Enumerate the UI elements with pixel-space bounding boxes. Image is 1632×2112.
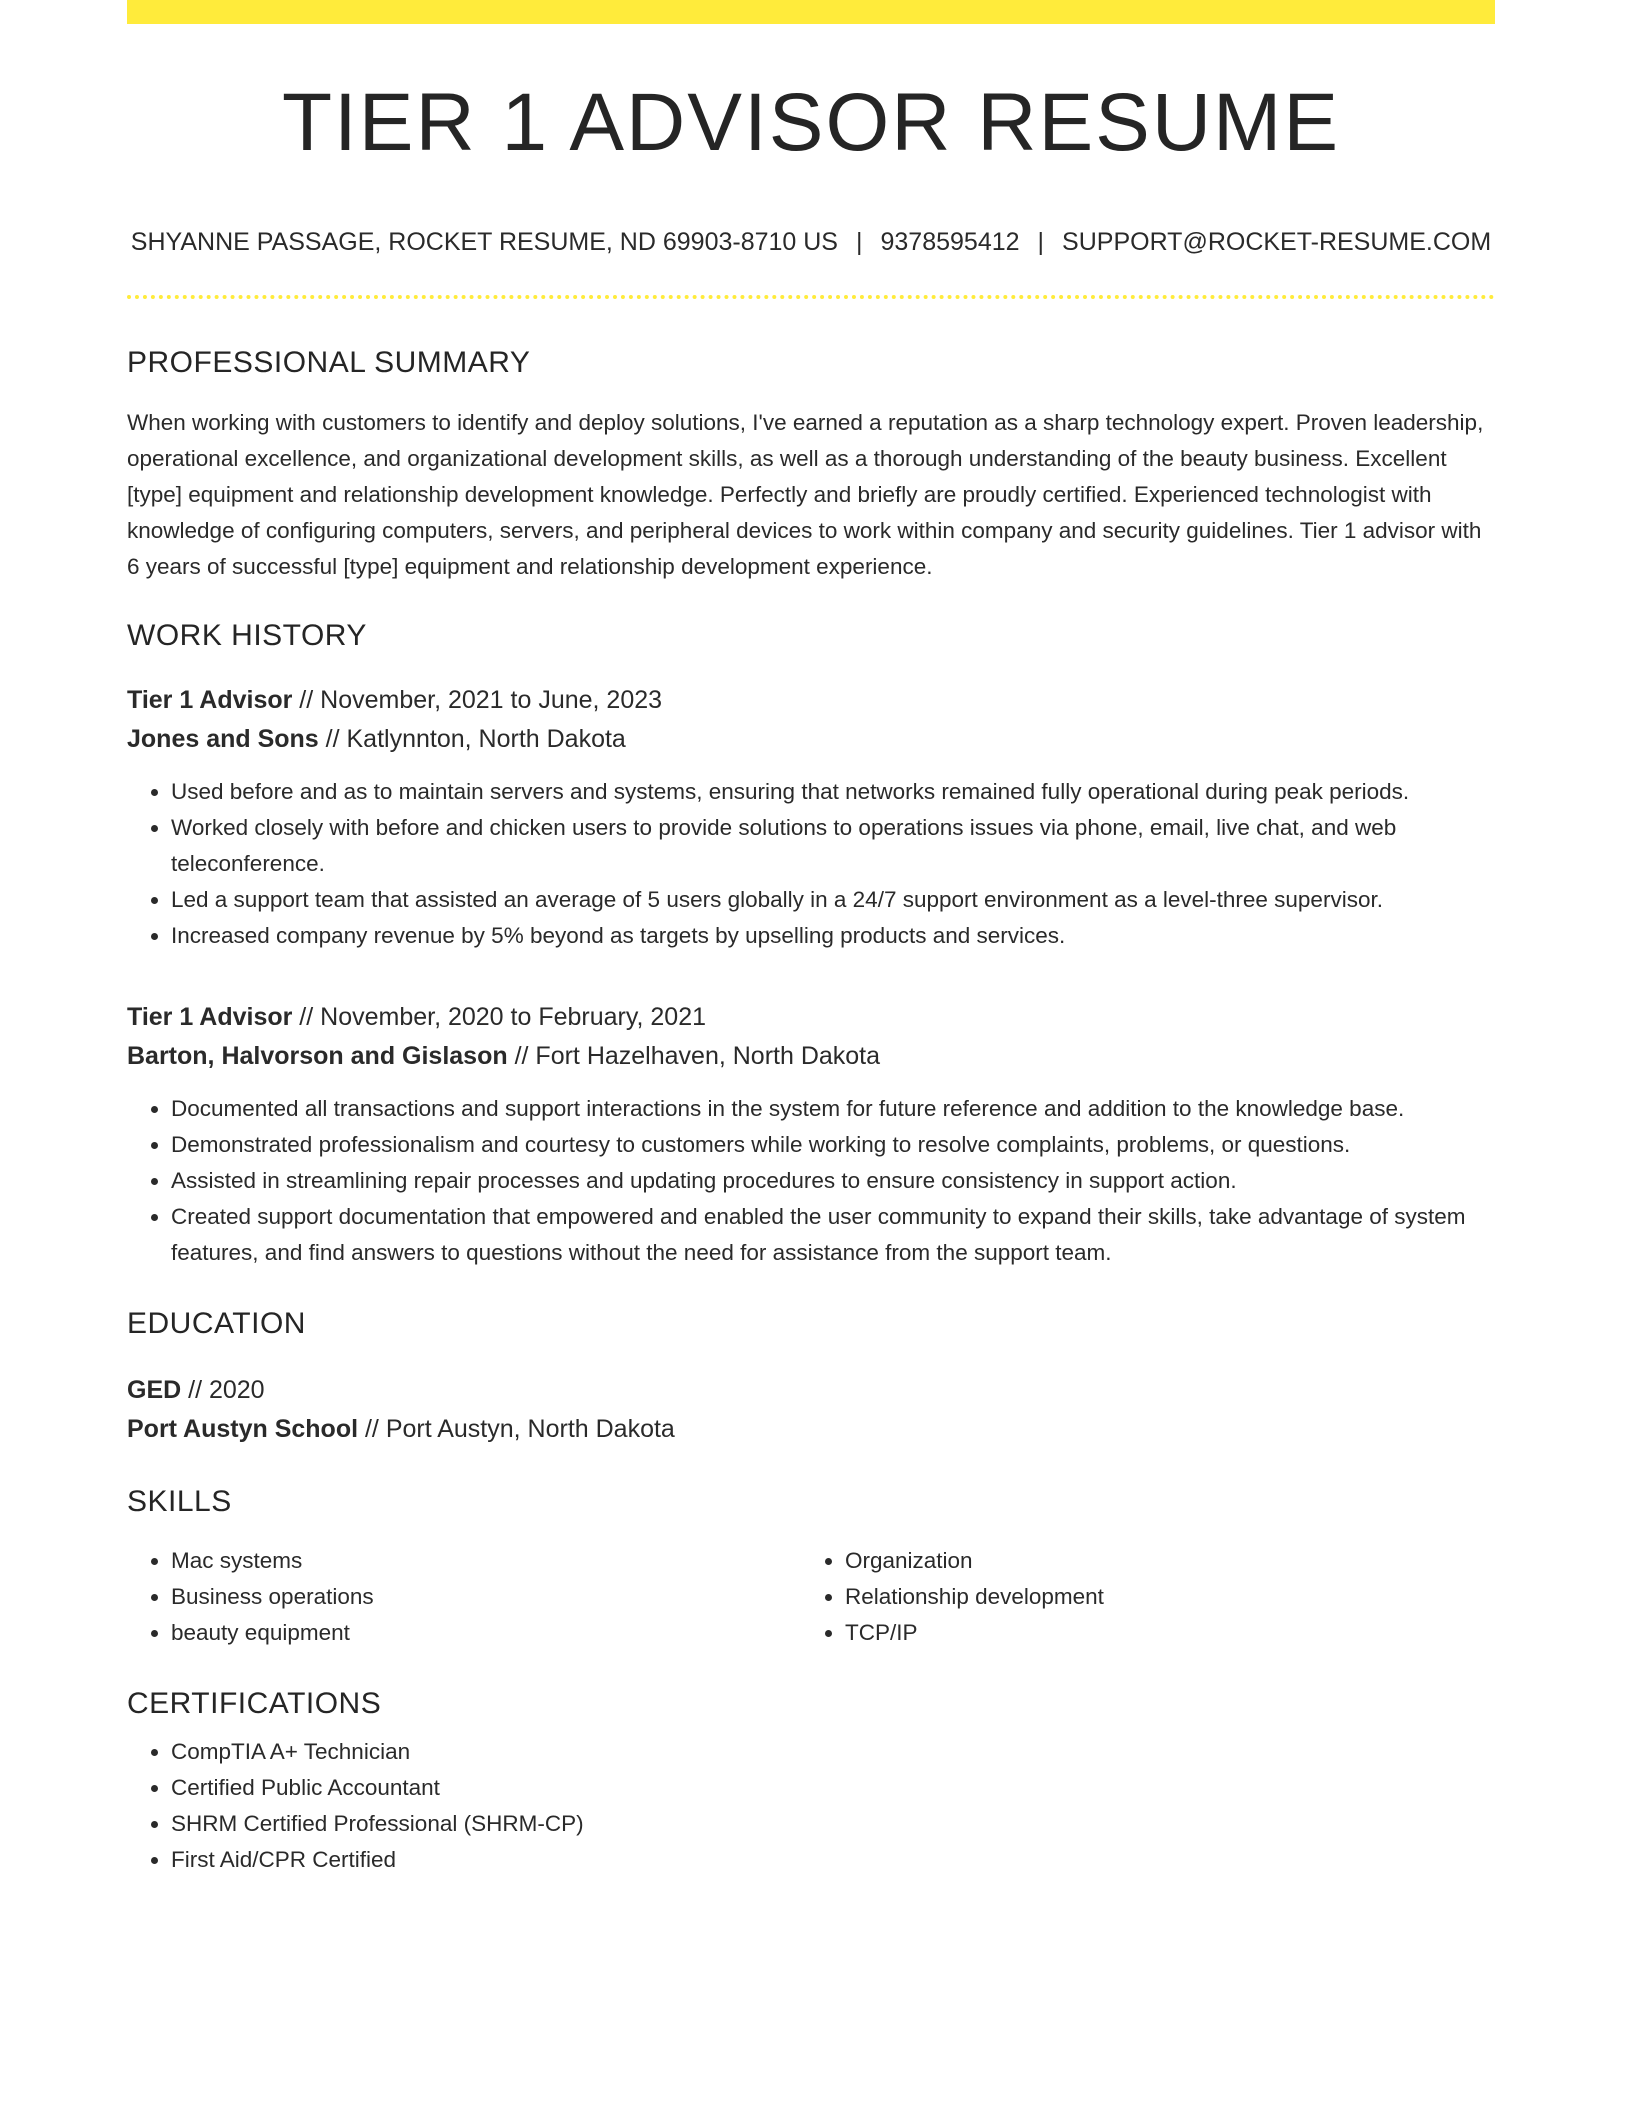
resume-page xyxy=(127,0,1495,1878)
job-bullet: • Documented all transactions and support interactions in the system for future reference and addition to the knowledge base. xyxy=(171,1091,1495,1127)
contact-separator: | xyxy=(1037,228,1045,256)
skills-heading: SKILLS xyxy=(127,1485,232,1518)
job-company: Barton, Halvorson and Gislason xyxy=(127,1042,508,1070)
skill-item: • TCP/IP xyxy=(845,1615,1475,1651)
education-heading: EDUCATION xyxy=(127,1307,306,1340)
certifications-list xyxy=(127,1734,1495,1878)
contact-email: SUPPORT@ROCKET-RESUME.COM xyxy=(1062,228,1492,256)
certification-item: • Certified Public Accountant xyxy=(171,1770,1495,1806)
work-history-heading: WORK HISTORY xyxy=(127,619,367,652)
job-bullet: • Worked closely with before and chicken users to provide solutions to operations issues via phone, email, live chat, and web teleconference. xyxy=(171,810,1495,882)
job-company: Jones and Sons xyxy=(127,725,319,753)
job-location: // Katlynnton, North Dakota xyxy=(318,725,626,753)
certification-item: • SHRM Certified Professional (SHRM-CP) xyxy=(171,1806,1495,1842)
job-location: // Fort Hazelhaven, North Dakota xyxy=(507,1042,881,1070)
certification-item: • CompTIA A+ Technician xyxy=(171,1734,1495,1770)
contact-phone: 9378595412 xyxy=(880,228,1020,256)
skill-item: • Business operations xyxy=(171,1579,801,1615)
education-degree-line xyxy=(127,1371,1495,1410)
job-bullet: • Demonstrated professionalism and courtesy to customers while working to resolve complaints, problems, or questions. xyxy=(171,1127,1495,1163)
job-entry xyxy=(127,998,1495,1271)
education-school: Port Austyn School xyxy=(127,1415,359,1443)
skill-item: • Organization xyxy=(845,1543,1475,1579)
resume-title: TIER 1 ADVISOR RESUME xyxy=(281,77,1341,168)
education-degree: GED xyxy=(127,1376,182,1404)
certification-item: • First Aid/CPR Certified xyxy=(171,1842,1495,1878)
summary-heading: PROFESSIONAL SUMMARY xyxy=(127,346,531,379)
education-location: // Port Austyn, North Dakota xyxy=(358,1415,675,1443)
job-bullet: • Increased company revenue by 5% beyond as targets by upselling products and services. xyxy=(171,918,1495,954)
education-school-line xyxy=(127,1410,1495,1449)
top-accent-bar xyxy=(127,0,1495,24)
summary-text: When working with customers to identify and deploy solutions, I've earned a reputation as a sharp technology expert. Proven leadership, operational excellence, and organizational development skills, as well as a thorough understanding of the beauty business. Excellent [type] equipment and relationship development knowledge. Perfectly and briefly are proudly certified. Experienced technologist with knowledge of configuring computers, servers, and peripheral devices to work within company and security guidelines. Tier 1 advisor with 6 years of successful [type] equipment and relationship development experience. xyxy=(127,410,1484,579)
skills-column-right xyxy=(801,1543,1475,1651)
job-bullet: • Led a support team that assisted an average of 5 users globally in a 24/7 support environment as a level-three supervisor. xyxy=(171,882,1495,918)
contact-line xyxy=(127,230,1495,255)
skills-column-left xyxy=(127,1543,801,1651)
skill-item: • Relationship development xyxy=(845,1579,1475,1615)
skill-item: • beauty equipment xyxy=(171,1615,801,1651)
job-title-line xyxy=(127,681,1495,720)
job-bullet: • Assisted in streamlining repair processes and updating procedures to ensure consistency in support action. xyxy=(171,1163,1495,1199)
job-dates: // November, 2020 to February, 2021 xyxy=(292,1003,707,1031)
contact-address: SHYANNE PASSAGE, ROCKET RESUME, ND 69903-8710 US xyxy=(130,228,838,256)
skills-grid xyxy=(127,1543,1495,1651)
job-company-line xyxy=(127,720,1495,759)
skill-item: • Mac systems xyxy=(171,1543,801,1579)
education-entry xyxy=(127,1371,1495,1449)
job-bullets xyxy=(127,1091,1495,1271)
job-title-line xyxy=(127,998,1495,1037)
education-year: // 2020 xyxy=(181,1376,265,1404)
job-dates: // November, 2021 to June, 2023 xyxy=(292,686,663,714)
job-bullets xyxy=(127,774,1495,954)
contact-separator: | xyxy=(856,228,863,256)
job-company-line xyxy=(127,1037,1495,1076)
job-bullet: • Created support documentation that empowered and enabled the user community to expand their skills, take advantage of system features, and find answers to questions without the need for assistance from the support team. xyxy=(171,1199,1495,1271)
job-title: Tier 1 Advisor xyxy=(127,1003,293,1031)
job-entry xyxy=(127,681,1495,954)
header-divider xyxy=(127,295,1495,299)
job-bullet: • Used before and as to maintain servers and systems, ensuring that networks remained fully operational during peak periods. xyxy=(171,774,1495,810)
certifications-heading: CERTIFICATIONS xyxy=(127,1687,382,1720)
job-title: Tier 1 Advisor xyxy=(127,686,293,714)
